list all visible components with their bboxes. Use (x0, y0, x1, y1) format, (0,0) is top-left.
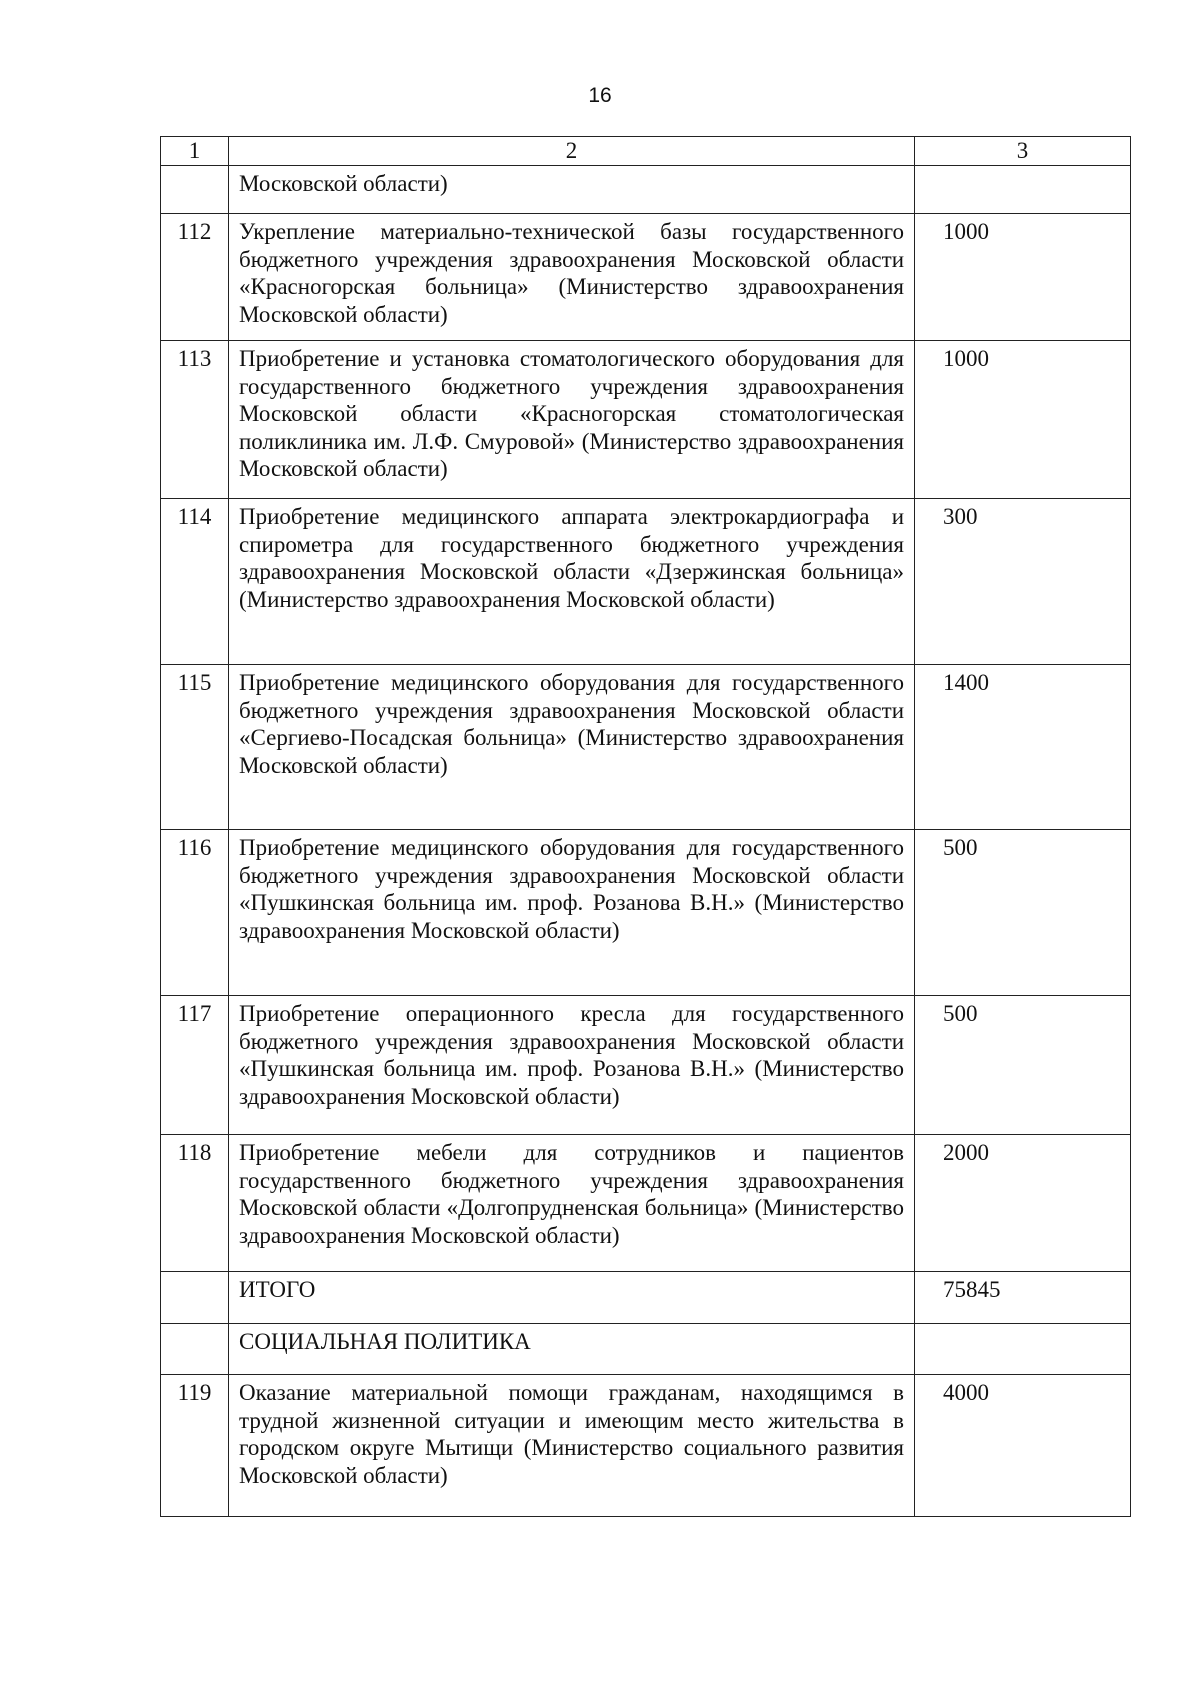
section-header-row (161, 1324, 1131, 1375)
row-number: 117 (161, 996, 229, 1135)
header-row (161, 137, 1131, 166)
row-number (161, 166, 229, 214)
header-col-1: 1 (161, 137, 229, 166)
table-row (161, 830, 1131, 996)
row-amount (915, 1324, 1131, 1375)
row-description: Оказание материальной помощи гражданам, находящимся в трудной жизненной ситуации и имеющим место жительства в городском округе Мытищи (Министерство социального развития Московской области) (229, 1375, 915, 1517)
row-description: Приобретение медицинского аппарата электрокардиографа и спирометра для государственного бюджетного учреждения здравоохранения Московской области «Дзержинская больница» (Министерство здравоохранения Московской области) (229, 499, 915, 665)
table-row (161, 214, 1131, 341)
total-row (161, 1272, 1131, 1324)
row-amount: 2000 (915, 1135, 1131, 1272)
row-number: 114 (161, 499, 229, 665)
row-amount: 300 (915, 499, 1131, 665)
header-col-2: 2 (229, 137, 915, 166)
table-row (161, 499, 1131, 665)
row-description: Приобретение операционного кресла для государственного бюджетного учреждения здравоохранения Московской области «Пушкинская больница им. проф. Розанова В.Н.» (Министерство здравоохранения Московской области) (229, 996, 915, 1135)
row-amount: 1000 (915, 214, 1131, 341)
row-description: Приобретение и установка стоматологического оборудования для государственного бюджетного учреждения здравоохранения Московской области «Красногорская стоматологическая поликлиника им. Л.Ф. Смуровой» (Министерство здравоохранения Московской области) (229, 341, 915, 499)
total-amount: 75845 (915, 1272, 1131, 1324)
row-description: Укрепление материально-технической базы государственного бюджетного учреждения здравоохранения Московской области «Красногорская больница» (Министерство здравоохранения Московской области) (229, 214, 915, 341)
row-number: 113 (161, 341, 229, 499)
budget-table (160, 136, 1131, 1517)
row-number: 116 (161, 830, 229, 996)
row-amount: 500 (915, 996, 1131, 1135)
row-description: Приобретение медицинского оборудования для государственного бюджетного учреждения здравоохранения Московской области «Пушкинская больница им. проф. Розанова В.Н.» (Министерство здравоохранения Московской области) (229, 830, 915, 996)
row-number: 115 (161, 665, 229, 830)
row-description: Приобретение мебели для сотрудников и пациентов государственного бюджетного учреждения здравоохранения Московской области «Долгопрудненская больница» (Министерство здравоохранения Московской области) (229, 1135, 915, 1272)
section-title: СОЦИАЛЬНАЯ ПОЛИТИКА (229, 1324, 915, 1375)
row-number: 118 (161, 1135, 229, 1272)
row-number (161, 1324, 229, 1375)
row-amount: 4000 (915, 1375, 1131, 1517)
table-row (161, 665, 1131, 830)
table-row (161, 1135, 1131, 1272)
table-row (161, 166, 1131, 214)
header-col-3: 3 (915, 137, 1131, 166)
row-description: Приобретение медицинского оборудования для государственного бюджетного учреждения здравоохранения Московской области «Сергиево-Посадская больница» (Министерство здравоохранения Московской области) (229, 665, 915, 830)
row-amount (915, 166, 1131, 214)
page-number: 16 (588, 84, 612, 107)
row-number: 112 (161, 214, 229, 341)
row-amount: 1000 (915, 341, 1131, 499)
row-amount: 500 (915, 830, 1131, 996)
table-row (161, 996, 1131, 1135)
table-row (161, 1375, 1131, 1517)
row-number (161, 1272, 229, 1324)
table-row (161, 341, 1131, 499)
row-description: Московской области) (229, 166, 915, 214)
row-amount: 1400 (915, 665, 1131, 830)
row-number: 119 (161, 1375, 229, 1517)
total-label: ИТОГО (229, 1272, 915, 1324)
